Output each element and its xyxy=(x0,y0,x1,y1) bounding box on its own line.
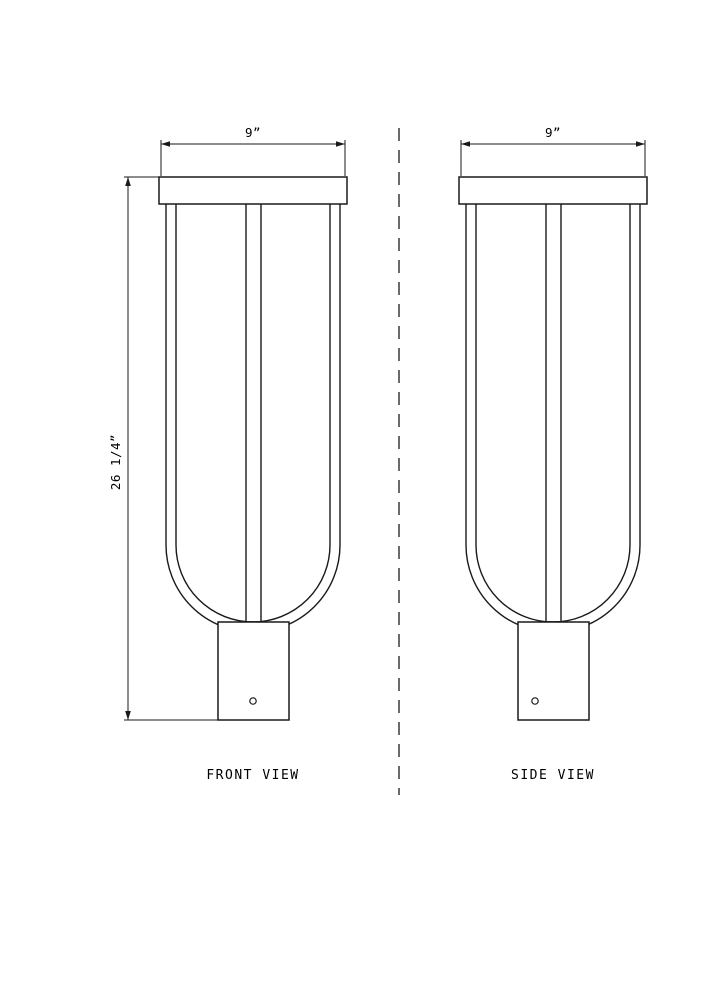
front-top-cap xyxy=(159,177,347,204)
front-height-dimension xyxy=(124,177,218,720)
side-width-dimension xyxy=(461,140,645,176)
side-base-block xyxy=(518,622,589,720)
overall-height-dimension-label: 26 1/4” xyxy=(108,433,123,491)
front-base-block xyxy=(218,622,289,720)
front-inner-stems xyxy=(246,204,261,622)
side-view-label: SIDE VIEW xyxy=(511,768,595,783)
front-outer-u-body xyxy=(166,204,340,632)
side-inner-stems xyxy=(546,204,561,622)
front-width-dimension-label: 9” xyxy=(244,125,262,140)
side-width-dimension-label: 9” xyxy=(544,125,562,140)
side-outer-u-body xyxy=(466,204,640,632)
front-view-group xyxy=(124,140,347,720)
front-width-dimension xyxy=(161,140,345,176)
front-view-label: FRONT VIEW xyxy=(206,768,300,783)
side-view-group xyxy=(459,140,647,720)
side-top-cap xyxy=(459,177,647,204)
